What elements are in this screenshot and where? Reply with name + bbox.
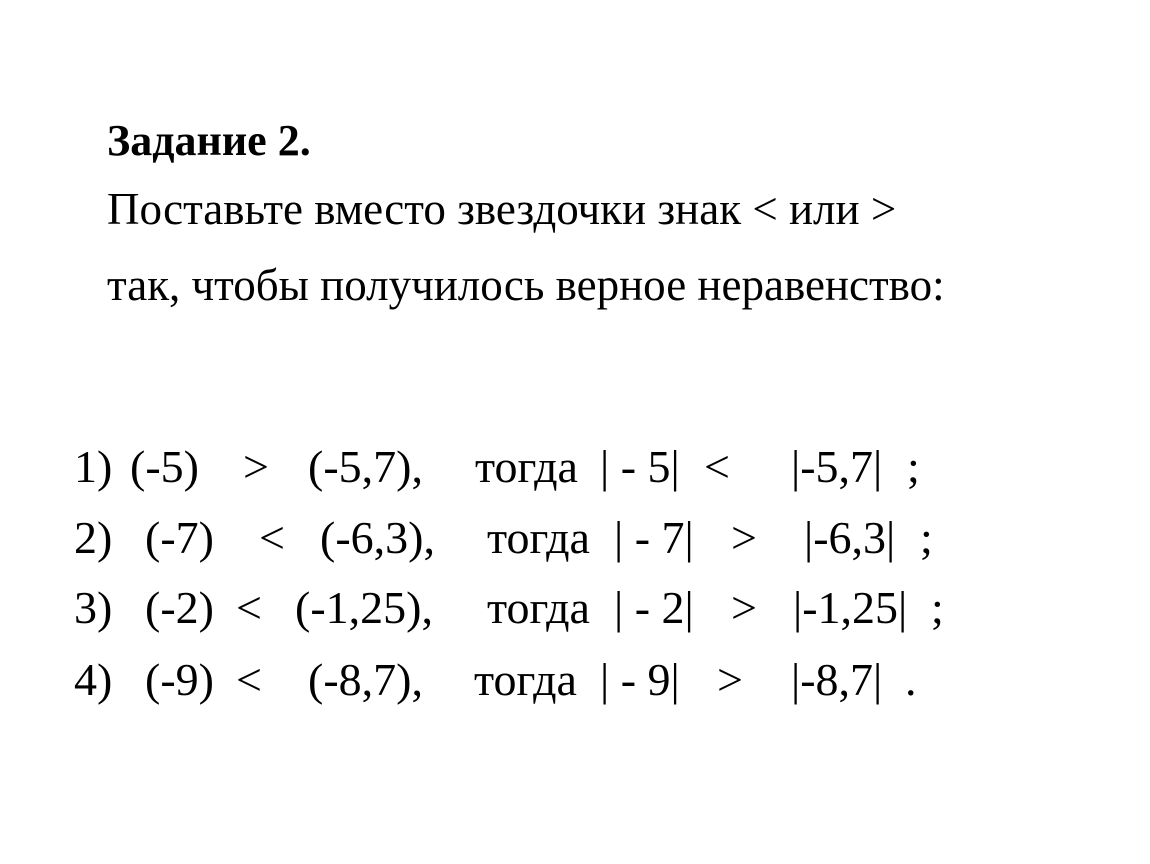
item-number: 1)	[74, 441, 113, 492]
item-end-punct: ;	[920, 512, 933, 563]
item-end-punct: ;	[931, 582, 944, 633]
item-then-word: тогда	[487, 512, 590, 563]
item-abs-sign: >	[717, 654, 743, 705]
item-then-word: тогда	[475, 441, 578, 492]
item-abs-sign: >	[731, 582, 757, 633]
instruction-line-1: Поставьте вместо звездочки знак < или >	[107, 184, 897, 234]
item-right-value: (-1,25),	[295, 582, 433, 633]
item-sign: >	[243, 441, 269, 492]
item-abs-left: | - 5|	[600, 441, 680, 492]
item-abs-left: | - 2|	[614, 582, 694, 633]
item-left-value: (-2)	[145, 582, 214, 633]
item-end-punct: ;	[907, 441, 920, 492]
item-abs-right: |-1,25|	[793, 582, 908, 633]
item-right-value: (-5,7),	[308, 441, 423, 492]
item-then-word: тогда	[474, 654, 577, 705]
item-abs-left: | - 9|	[600, 654, 680, 705]
item-abs-sign: >	[731, 512, 757, 563]
item-left-value: (-9)	[145, 654, 214, 705]
instruction-line-2: так, чтобы получилось верное неравенство:	[107, 260, 945, 310]
item-sign: <	[259, 512, 285, 563]
item-left-value: (-5)	[130, 441, 199, 492]
item-right-value: (-8,7),	[308, 654, 423, 705]
item-abs-left: | - 7|	[614, 512, 694, 563]
item-number: 2)	[74, 512, 113, 563]
item-number: 4)	[74, 654, 113, 705]
item-number: 3)	[74, 582, 113, 633]
item-abs-right: |-6,3|	[804, 512, 896, 563]
item-right-value: (-6,3),	[320, 512, 435, 563]
item-abs-sign: <	[704, 441, 730, 492]
task-title: Задание 2.	[107, 116, 311, 165]
item-sign: <	[236, 654, 262, 705]
item-end-punct: .	[905, 654, 917, 705]
item-left-value: (-7)	[145, 512, 214, 563]
item-abs-right: |-5,7|	[791, 441, 883, 492]
item-then-word: тогда	[487, 582, 590, 633]
item-abs-right: |-8,7|	[791, 654, 883, 705]
item-sign: <	[236, 582, 262, 633]
